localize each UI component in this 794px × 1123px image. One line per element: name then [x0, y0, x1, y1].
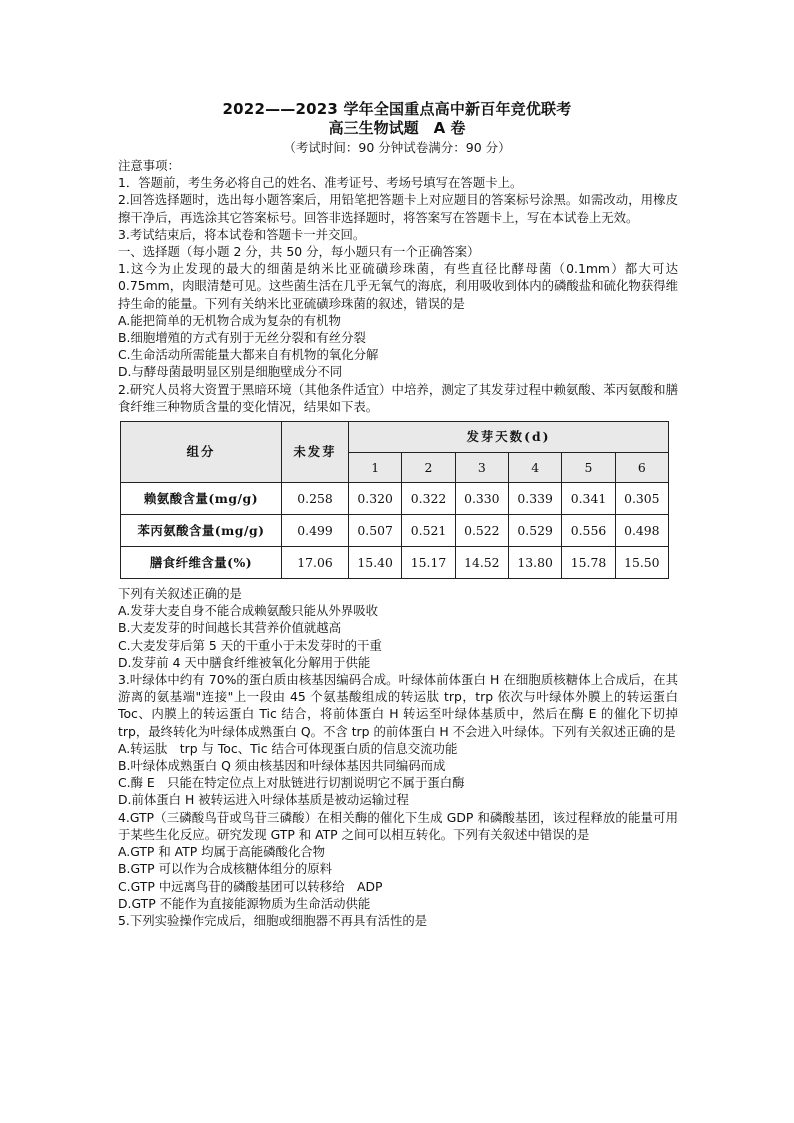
- exam-content: [118, 157, 678, 929]
- answer-option: A.发芽大麦自身不能合成赖氨酸只能从外界吸收: [118, 603, 379, 619]
- question-prompt: 下列有关叙述正确的是: [118, 586, 242, 602]
- table-cell: 0.305: [615, 483, 668, 515]
- answer-option: C.大麦发芽后第 5 天的干重小于未发芽时的干重: [118, 637, 382, 653]
- table-header-control: 未发芽: [282, 422, 349, 483]
- question-stem: 2.研究人员将大资置于黑暗环境（其他条件适宜）中培养，测定了其发芽过程中赖氨酸、苯丙氨酸和膳食纤维三种物质含量的变化情况，结果如下表。: [118, 381, 678, 414]
- table-cell: 0.522: [455, 515, 508, 547]
- row-label: 赖氨酸含量(mg/g): [121, 483, 282, 515]
- question-stem: 3.叶绿体中约有 70%的蛋白质由核基因编码合成。叶绿体前体蛋白 H 在细胞质核糖体上合成后，在其游离的氨基端"连接"上一段由 45 个氨基酸组成的转运肽 trp，trp 依次与叶绿体外膜上的转运蛋白 Toc、内膜上的转运蛋白 Tic 结合，将前体蛋白 H 转运至叶绿体基质中，然后在酶 E 的催化下切掉 trp，最终转化为叶绿体成熟蛋白 Q。不含 trp 的前体蛋白 H 不会进入叶绿体。下列有关叙述正确的是: [118, 672, 678, 739]
- table-cell: 15.17: [402, 547, 455, 579]
- table-cell: 0.499: [282, 515, 349, 547]
- section-heading: 一、选择题（每小题 2 分，共 50 分，每小题只有一个正确答案）: [118, 244, 480, 260]
- table-cell: 0.322: [402, 483, 455, 515]
- answer-option: D.前体蛋白 H 被转运进入叶绿体基质是被动运输过程: [118, 792, 409, 808]
- table-cell: 0.507: [349, 515, 402, 547]
- table-cell: 14.52: [455, 547, 508, 579]
- answer-option: C.酶 E 只能在特定位点上对肽链进行切割说明它不属于蛋白酶: [118, 775, 465, 791]
- row-label: 膳食纤维含量(%): [121, 547, 282, 579]
- table-header-day: 6: [615, 453, 668, 483]
- table-header-days: 发芽天数(d): [349, 422, 669, 453]
- answer-option: B.叶绿体成熟蛋白 Q 须由核基因和叶绿体基因共同编码而成: [118, 758, 446, 774]
- table-header-group: 组分: [121, 422, 282, 483]
- question-stem: 4.GTP（三磷酸鸟苷或鸟苷三磷酸）在相关酶的催化下生成 GDP 和磷酸基团，该过程释放的能量可用于某些生化反应。研究发现 GTP 和 ATP 之间可以相互转化。下列有关叙述中错误的是: [118, 809, 678, 842]
- table-row: [121, 483, 669, 515]
- exam-info: （考试时间：90 分钟试卷满分：90 分）: [283, 140, 511, 155]
- question-stem: 1.这今为止发现的最大的细菌是纳米比亚硫磺珍珠菌，有些直径比酵母菌（0.1mm）都大可达 0.75mm，肉眼清楚可见。这些菌生活在几乎无氧气的海底，利用吸收到体内的磷酸盐和硫化物获得维持生命的能量。下列有关纳米比亚硫磺珍珠菌的叙述，错误的是: [118, 261, 678, 311]
- exam-title: 2022——2023 学年全国重点高中新百年竞优联考: [222, 100, 572, 118]
- table-cell: 0.556: [562, 515, 615, 547]
- answer-option: C.GTP 中远离鸟苷的磷酸基团可以转移给 ADP: [118, 878, 383, 894]
- germination-data-table: [120, 421, 669, 579]
- notice-item: 1．答题前，考生务必将自己的姓名、准考证号、考场号填写在答题卡上。: [118, 175, 523, 191]
- table-cell: 13.80: [508, 547, 561, 579]
- row-label: 苯丙氨酸含量(mg/g): [121, 515, 282, 547]
- table-header-day: 4: [508, 453, 561, 483]
- table-cell: 0.341: [562, 483, 615, 515]
- answer-option: A.转运肽 trp 与 Toc、Tic 结合可体现蛋白质的信息交流功能: [118, 740, 458, 756]
- exam-subtitle: 高三生物试题 A 卷: [328, 119, 466, 137]
- table-cell: 0.339: [508, 483, 561, 515]
- answer-option: D.GTP 不能作为直接能源物质为生命活动供能: [118, 895, 371, 911]
- table-row: [121, 547, 669, 579]
- answer-option: A.GTP 和 ATP 均属于高能磷酸化合物: [118, 844, 326, 860]
- answer-option: D.发芽前 4 天中膳食纤维被氧化分解用于供能: [118, 654, 371, 670]
- answer-option: C.生命活动所需能量大都来自有机物的氧化分解: [118, 347, 379, 363]
- table-header-day: 3: [455, 453, 508, 483]
- answer-option: B.GTP 可以作为合成核糖体组分的原料: [118, 861, 333, 877]
- table-cell: 0.320: [349, 483, 402, 515]
- answer-option: A.能把简单的无机物合成为复杂的有机物: [118, 312, 341, 328]
- table-cell: 0.529: [508, 515, 561, 547]
- table-header-day: 5: [562, 453, 615, 483]
- table-cell: 15.78: [562, 547, 615, 579]
- answer-option: B.大麦发芽的时间越长其营养价值就越高: [118, 620, 342, 636]
- table-cell: 15.40: [349, 547, 402, 579]
- table-cell: 0.330: [455, 483, 508, 515]
- answer-option: B.细胞增殖的方式有别于无丝分裂和有丝分裂: [118, 330, 366, 346]
- table-cell: 15.50: [615, 547, 668, 579]
- notice-item: 3.考试结束后，将本试卷和答题卡一并交回。: [118, 226, 366, 242]
- table-cell: 17.06: [282, 547, 349, 579]
- answer-option: D.与酵母菌最明显区别是细胞壁成分不同: [118, 364, 343, 380]
- table-row: [121, 515, 669, 547]
- table-header-day: 2: [402, 453, 455, 483]
- table-cell: 0.521: [402, 515, 455, 547]
- question-stem: 5.下列实验操作完成后，细胞或细胞器不再具有活性的是: [118, 912, 428, 928]
- notice-heading: 注意事项：: [118, 158, 180, 173]
- data-table-wrapper: [118, 421, 678, 579]
- table-cell: 0.498: [615, 515, 668, 547]
- table-cell: 0.258: [282, 483, 349, 515]
- table-header-day: 1: [349, 453, 402, 483]
- notice-item: 2.回答选择题时，选出每小题答案后，用铅笔把答题卡上对应题目的答案标号涂黑。如需改动，用橡皮擦干净后，再选涂其它答案标号。回答非选择题时，将答案写在答题卡上，写在本试卷上无效。: [118, 192, 678, 225]
